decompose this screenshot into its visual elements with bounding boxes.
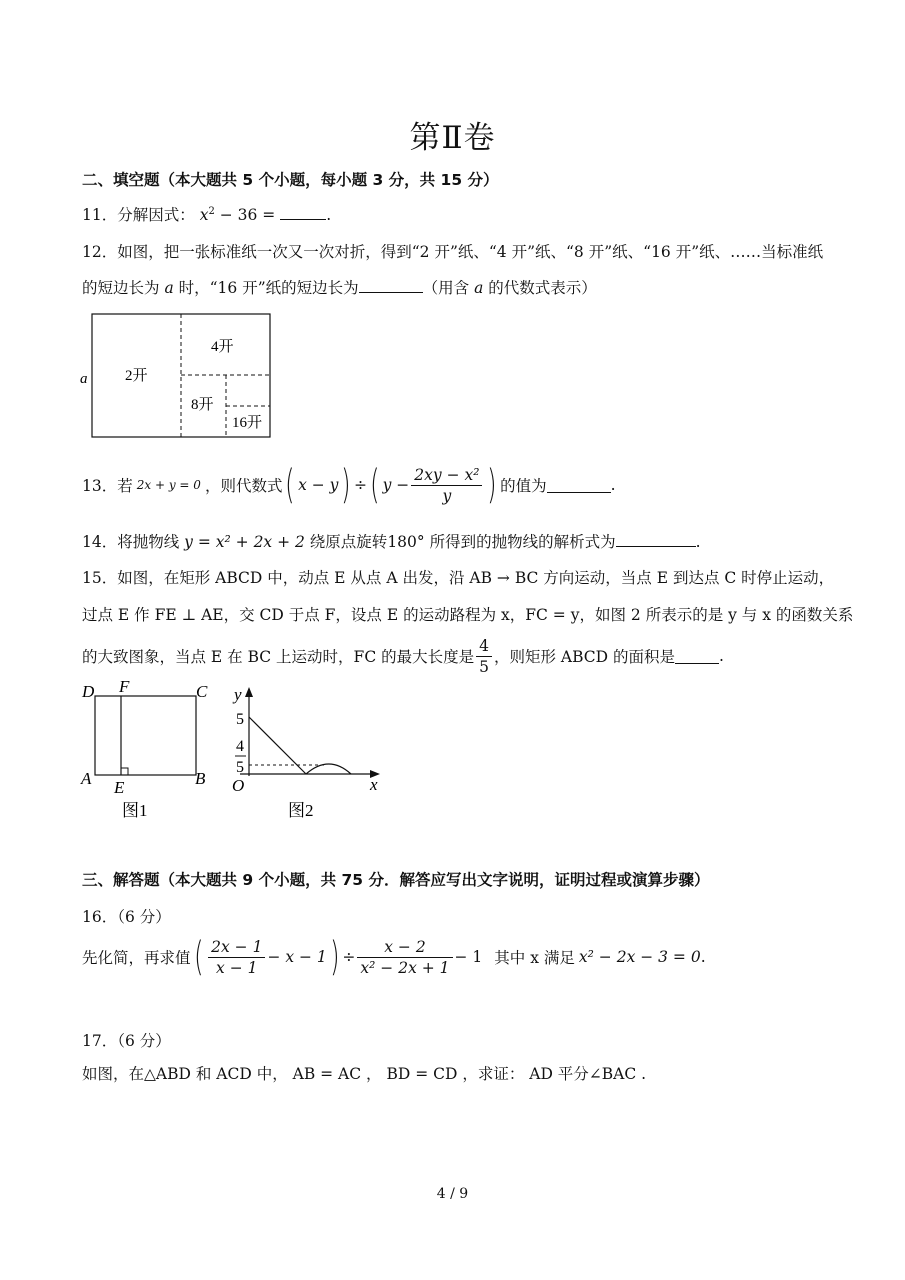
y-axis-label: y [234,685,242,704]
origin-label: O [232,776,245,795]
q13-lparen-2: ( [370,462,380,508]
q15-line1: 如图，在矩形 ABCD 中，动点 E 从点 A 出发，沿 AB → BC 方向运动，当点 E 到达点 C 时停止运动， [117,569,835,587]
q13-end: . [610,476,616,494]
right-angle-mark [121,768,128,775]
q15-frac-n: 4 [476,636,492,657]
q13-lparen-1: ( [285,462,295,508]
q13-t1: 若 [117,477,133,495]
q14-deg: 180° [387,533,425,551]
question-16 [82,932,706,982]
question-15-line3 [82,634,724,678]
question-12-line1 [82,240,823,262]
q12-line1: 如图，把一张标准纸一次又一次对折，得到“2 开”纸、“4 开”纸、“8 开”纸、“16 开”纸、……当标准纸 [117,243,824,261]
q13-p1: x − y [298,476,339,494]
question-15-line1 [82,566,834,588]
q12-line2-a: 的短边长为 [82,279,165,297]
q15-number: 15． [82,569,118,587]
q13-div: ÷ [354,476,368,494]
q12-paper-figure [76,308,276,443]
q16-end: . [700,948,706,966]
section-header-solve: 三、解答题（本大题共 9 个小题，共 75 分．解答应写出文字说明，证明过程或演算步骤） [82,871,710,889]
q14-number: 14． [82,533,118,551]
page-number: 4 / 9 [436,1186,469,1202]
q15-figure-1 [78,680,228,825]
x-axis-label: x [370,775,378,794]
q16-f1-numerator: 2x − 1 [208,937,265,958]
q15-figure-2 [226,684,396,826]
question-15-line2: 过点 E 作 FE ⊥ AE，交 CD 于点 F，设点 E 的运动路程为 x，FC = y，如图 2 所表示的是 y 与 x 的函数关系 [82,606,854,624]
q11-sup: 2 [208,205,215,217]
point-a-label: A [81,769,92,788]
q15-frac-d: 5 [479,657,489,676]
point-d-label: D [82,682,95,701]
q16-f2-numerator: x − 2 [357,937,452,958]
question-16-number: 16．（6 分） [82,908,171,926]
q13-t2: ，则代数式 [204,477,283,495]
q14-t1: 将抛物线 [117,533,185,551]
q13-inner-y: y − [382,476,410,494]
fraction-denominator-label: 5 [236,759,244,776]
q11-number: 11． [82,206,118,224]
q11-var: x [199,206,209,224]
q13-condition: 2x + y = 0 [136,478,201,492]
q16-f2-denominator: x² − 2x + 1 [360,958,450,977]
q16-tail: − 1 [454,948,483,966]
point-b-label: B [195,769,206,788]
question-14 [82,530,701,552]
q12-var-a: a [164,279,174,297]
q13-frac-denominator: y [442,486,452,505]
q13-answer-blank [547,477,611,493]
q12-line2-c: （用含 [422,279,475,297]
q14-t3: 所得到的抛物线的解析式为 [424,533,616,551]
label-a: a [80,371,88,387]
q16-t2: 其中 x 满足 [494,949,575,967]
q16-f1-denominator: x − 1 [216,958,258,977]
point-c-label: C [196,682,208,701]
q16-equation: x² − 2x − 3 = 0 [578,948,701,966]
q13-number: 13． [82,477,118,495]
q12-line2-d: 的代数式表示） [483,279,597,297]
question-12-line2 [82,276,597,298]
question-17-text: 如图，在△ABD 和 ACD 中， AB = AC ， BD = CD ，求证： AD 平分∠BAC . [82,1065,647,1083]
page-title: 第Ⅱ卷 [409,120,496,156]
figure-1-caption: 图1 [122,801,148,820]
q12-line2-b: 时，“16 开”纸的短边长为 [173,279,359,297]
question-11 [82,203,331,225]
q15-line3-a: 的大致图象，当点 E 在 BC 上运动时，FC 的最大长度是 [82,648,475,666]
q13-rparen-1: ) [341,462,351,508]
q11-text: 分解因式： [117,206,195,224]
label-4kai: 4开 [211,339,234,355]
figure-2-caption: 图2 [288,801,314,820]
point-e-label: E [114,778,125,797]
q14-expr: y = x² + 2x + 2 [184,533,305,551]
q12-answer-blank [359,277,423,293]
q13-frac-numerator: 2xy − x² [411,465,482,486]
label-8kai: 8开 [191,397,214,413]
q11-answer-blank [280,204,326,220]
q14-answer-blank [616,531,696,547]
q16-t1: 先化简，再求值 [82,949,191,967]
q16-div: ÷ [342,948,356,966]
q12-number: 12． [82,243,118,261]
tick-5: 5 [236,711,244,728]
q13-rparen-2: ) [487,462,497,508]
question-13 [82,460,616,510]
point-f-label: F [119,680,130,696]
q14-end: . [695,533,701,551]
q16-fraction-2 [357,937,452,978]
q15-end: . [719,647,724,665]
q11-expr: − 36 = [214,206,281,224]
q15-answer-blank [675,648,719,664]
graph-arc [306,764,351,774]
label-16kai: 16开 [232,415,263,431]
rectangle-abcd [95,696,196,775]
q16-lparen: ( [193,934,204,980]
fraction-numerator-label: 4 [236,738,244,755]
q15-fraction [476,636,492,677]
q11-end: . [326,206,332,224]
question-17-number: 17．（6 分） [82,1032,171,1050]
q13-t3: 的值为 [500,477,547,495]
q16-fraction-1 [208,937,265,978]
q16-rparen: ) [329,934,340,980]
q12-var-a2: a [474,279,484,297]
q14-t2: 绕原点旋转 [304,533,388,551]
y-axis-arrow [245,687,253,697]
q15-line3-b: ，则矩形 ABCD 的面积是 [493,648,675,666]
q13-fraction [411,465,482,506]
q16-mid: − x − 1 [267,948,327,966]
section-header-fill-in: 二、填空题（本大题共 5 个小题，每小题 3 分，共 15 分） [82,171,499,189]
label-2kai: 2开 [125,368,148,384]
